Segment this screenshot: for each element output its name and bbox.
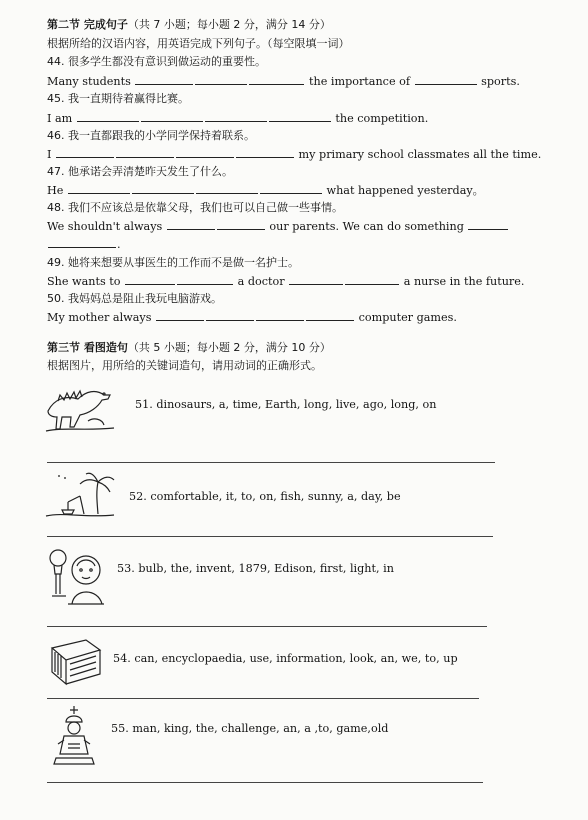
q48-blank-1[interactable]: [167, 219, 215, 230]
q51-answer-line[interactable]: [47, 462, 495, 463]
dinosaur-icon: [44, 381, 116, 437]
q49-blank-4[interactable]: [345, 274, 399, 285]
q46-text-2: my primary school classmates all the time.: [298, 148, 542, 161]
q47-text-2: what happened yesterday。: [326, 184, 484, 197]
q50-blank-4[interactable]: [306, 310, 354, 321]
q49-text-3: a nurse in the future.: [403, 275, 525, 288]
q49-blank-2[interactable]: [177, 274, 233, 285]
q45-text-2: the competition.: [335, 112, 429, 125]
chess-king-icon: [50, 704, 102, 766]
section2-title: 第二节 完成句子: [47, 18, 128, 31]
book-icon: [46, 636, 106, 688]
section3-title: 第三节 看图造句: [47, 341, 128, 354]
q49-english: [47, 274, 524, 289]
q48-blank-2[interactable]: [217, 219, 265, 230]
q47-english: [47, 183, 484, 198]
q49-text-1: She wants to: [47, 275, 121, 288]
q45-blank-3[interactable]: [205, 111, 267, 122]
q47-blank-4[interactable]: [260, 183, 322, 194]
beach-fishing-icon: [44, 470, 116, 522]
q47-text-1: He: [47, 184, 64, 197]
q46-text-1: I: [47, 148, 52, 161]
q50-text-2: computer games.: [358, 311, 457, 324]
q50-blank-2[interactable]: [206, 310, 254, 321]
q50-blank-3[interactable]: [256, 310, 304, 321]
q48-text-3: .: [117, 238, 121, 251]
q45-text-1: I am: [47, 112, 73, 125]
q55-answer-line[interactable]: [47, 782, 483, 783]
q46-blank-3[interactable]: [176, 147, 234, 158]
q48-chinese: 48. 我们不应该总是依靠父母，我们也可以自己做一些事情。: [47, 201, 343, 214]
q45-blank-1[interactable]: [77, 111, 139, 122]
q44-blank-4[interactable]: [415, 74, 477, 85]
q54-keywords: 54. can, encyclopaedia, use, information, look, an, we, to, up: [113, 652, 458, 665]
q53-answer-line[interactable]: [47, 626, 487, 627]
q48-text-1: We shouldn't always: [47, 220, 163, 233]
q44-english: [47, 74, 520, 89]
q52-answer-line[interactable]: [47, 536, 493, 537]
q50-english: [47, 310, 457, 325]
q48-text-2: our parents. We can do something: [269, 220, 464, 233]
edison-bulb-icon: [44, 544, 108, 608]
q47-blank-1[interactable]: [68, 183, 130, 194]
q47-blank-2[interactable]: [132, 183, 194, 194]
q45-blank-4[interactable]: [269, 111, 331, 122]
q50-text-1: My mother always: [47, 311, 152, 324]
q47-chinese: 47. 他承诺会弄清楚昨天发生了什么。: [47, 165, 233, 178]
q49-blank-3[interactable]: [289, 274, 343, 285]
q44-text-1: Many students: [47, 75, 131, 88]
q49-blank-1[interactable]: [125, 274, 175, 285]
q55-keywords: 55. man, king, the, challenge, an, a ,to, game,old: [111, 722, 389, 735]
q51-keywords: 51. dinosaurs, a, time, Earth, long, live, ago, long, on: [135, 398, 437, 411]
q48-blank-4[interactable]: [48, 237, 116, 248]
q50-blank-1[interactable]: [156, 310, 204, 321]
q46-english: [47, 147, 541, 162]
q49-chinese: 49. 她将来想要从事医生的工作而不是做一名护士。: [47, 256, 299, 269]
q44-text-3: sports.: [481, 75, 520, 88]
section3-header: [47, 341, 331, 355]
q54-answer-line[interactable]: [47, 698, 479, 699]
q53-keywords: 53. bulb, the, invent, 1879, Edison, first, light, in: [117, 562, 394, 575]
q46-blank-4[interactable]: [236, 147, 294, 158]
q44-blank-2[interactable]: [195, 74, 247, 85]
q44-chinese: 44. 很多学生都没有意识到做运动的重要性。: [47, 55, 266, 68]
q45-blank-2[interactable]: [141, 111, 203, 122]
q47-blank-3[interactable]: [196, 183, 258, 194]
q45-english: [47, 111, 428, 126]
q52-keywords: 52. comfortable, it, to, on, fish, sunny, a, day, be: [129, 490, 401, 503]
q45-chinese: 45. 我一直期待着赢得比赛。: [47, 92, 189, 105]
section2-instruction: 根据所给的汉语内容，用英语完成下列句子。（每空限填一词）: [47, 37, 350, 50]
q46-chinese: 46. 我一直都跟我的小学同学保持着联系。: [47, 129, 255, 142]
q44-text-2: the importance of: [309, 75, 410, 88]
section3-note: （共 5 小题；每小题 2 分，满分 10 分）: [127, 341, 331, 354]
q44-blank-3[interactable]: [249, 74, 304, 85]
q48-english: [47, 219, 509, 234]
q44-blank-1[interactable]: [135, 74, 193, 85]
q46-blank-1[interactable]: [56, 147, 114, 158]
q49-text-2: a doctor: [237, 275, 285, 288]
section2-note: （共 7 小题；每小题 2 分，满分 14 分）: [127, 18, 331, 31]
q46-blank-2[interactable]: [116, 147, 174, 158]
q48-english-cont: [47, 237, 121, 252]
q48-blank-3[interactable]: [468, 219, 508, 230]
section3-instruction: 根据图片，用所给的关键词造句，请用动词的正确形式。: [47, 359, 322, 372]
section2-header: [47, 18, 331, 32]
q50-chinese: 50. 我妈妈总是阻止我玩电脑游戏。: [47, 292, 222, 305]
